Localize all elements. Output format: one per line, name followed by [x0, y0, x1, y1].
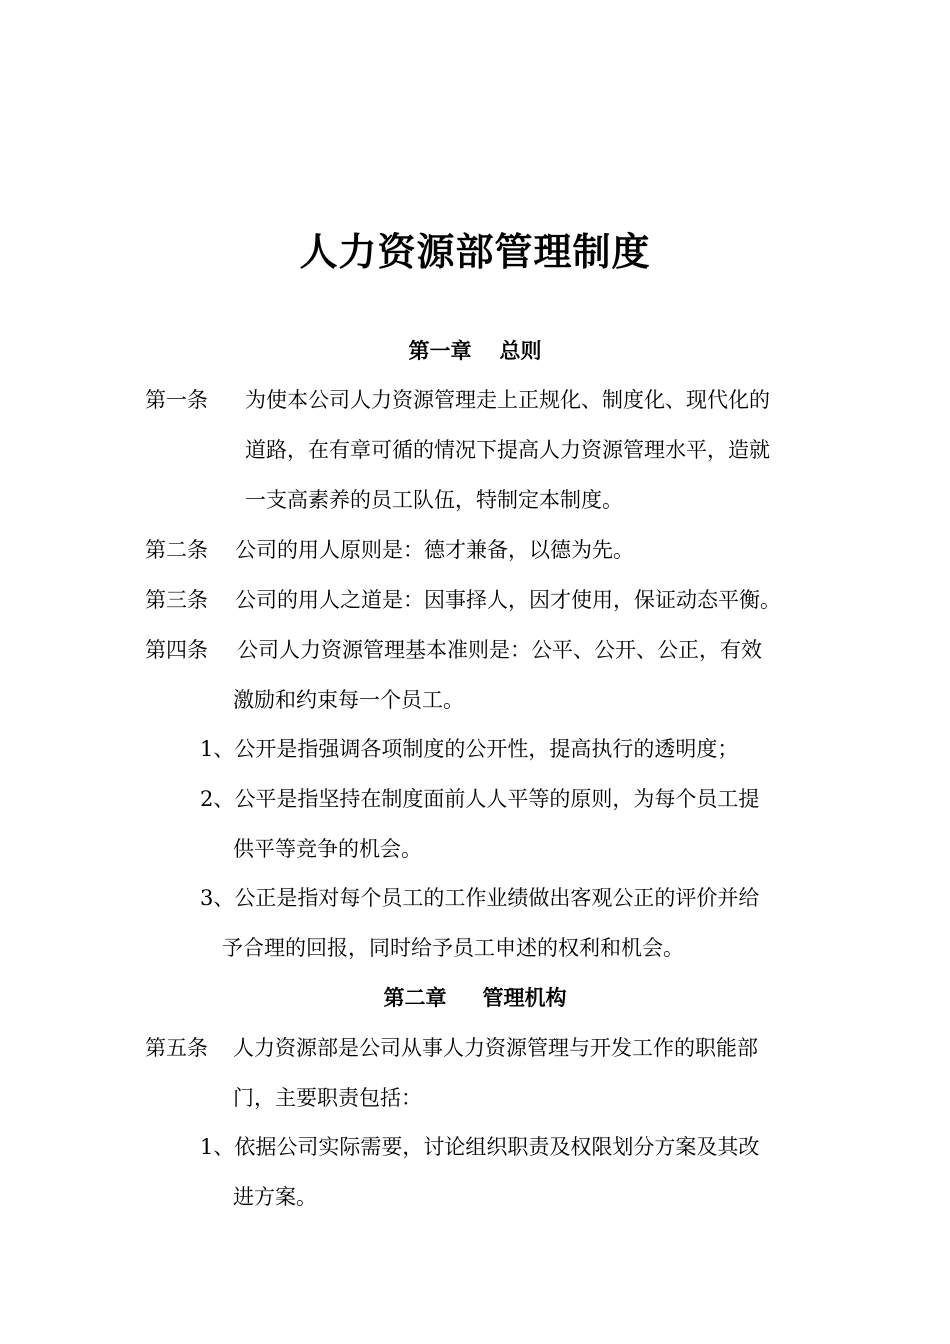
chapter-heading-1 [0, 336, 950, 366]
list-item: 2、公平是指坚持在制度面前人人平等的原则，为每个员工提 [200, 787, 760, 811]
article-label: 第三条 [145, 588, 208, 612]
chapter-heading-2 [0, 983, 950, 1013]
list-item: 3、公正是指对每个员工的工作业绩做出客观公正的评价并给 [200, 886, 760, 910]
article-label: 第二条 [145, 538, 208, 562]
article-text-line: 道路，在有章可循的情况下提高人力资源管理水平，造就 [245, 438, 770, 462]
chapter-title: 总则 [499, 338, 542, 363]
list-item-continuation: 供平等竞争的机会。 [233, 837, 422, 861]
article-text-line: 人力资源部是公司从事人力资源管理与开发工作的职能部 [233, 1036, 758, 1060]
article-label: 第一条 [145, 388, 208, 412]
article-label: 第五条 [145, 1036, 208, 1060]
article-text-line: 公司的用人之道是：因事择人，因才使用，保证动态平衡。 [235, 588, 781, 612]
list-item: 1、公开是指强调各项制度的公开性，提高执行的透明度； [200, 737, 739, 761]
article-label: 第四条 [145, 638, 208, 662]
list-item: 1、依据公司实际需要，讨论组织职责及权限划分方案及其改 [200, 1135, 760, 1159]
chapter-number: 第一章 [408, 338, 472, 363]
document-title: 人力资源部管理制度 [299, 229, 651, 274]
article-text-line: 公司人力资源管理基本准则是：公平、公开、公正，有效 [237, 638, 762, 662]
article-text-line: 公司的用人原则是：德才兼备，以德为先。 [235, 538, 634, 562]
list-item-continuation: 进方案。 [233, 1185, 317, 1209]
article-text-line: 激励和约束每一个员工。 [233, 688, 464, 712]
chapter-title: 管理机构 [482, 985, 567, 1010]
article-text-line: 一支高素养的员工队伍，特制定本制度。 [245, 488, 623, 512]
article-text-line: 门，主要职责包括： [233, 1086, 422, 1110]
article-text-line: 为使本公司人力资源管理走上正规化、制度化、现代化的 [245, 388, 770, 412]
chapter-number: 第二章 [383, 985, 447, 1010]
list-item-continuation: 予合理的回报，同时给予员工申述的权利和机会。 [222, 936, 684, 960]
